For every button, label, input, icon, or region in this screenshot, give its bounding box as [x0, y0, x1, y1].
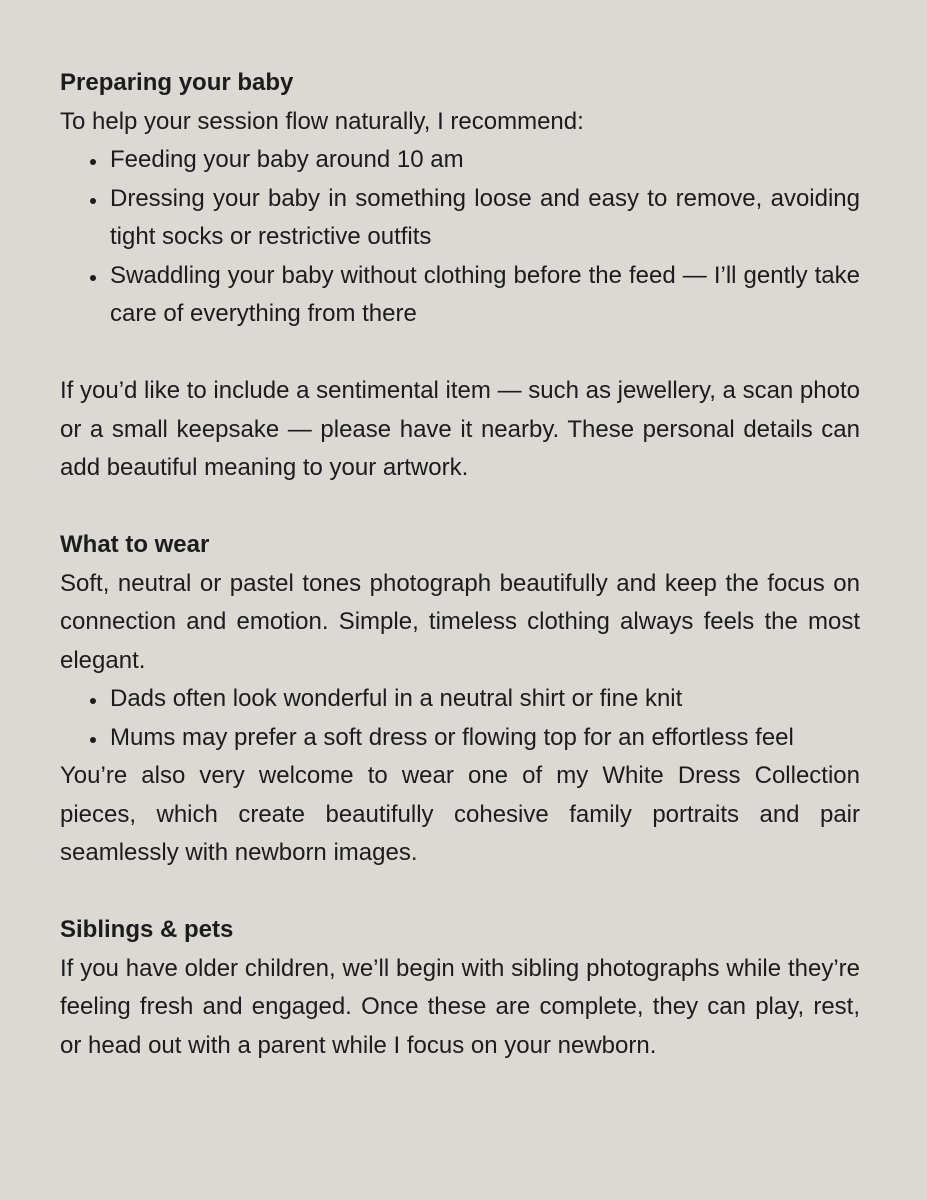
section-preparing-your-baby: [60, 64, 860, 488]
spacer: [60, 334, 860, 373]
white-dress-collection-paragraph: You’re also very welcome to wear one of my White Dress Collection pieces, which create beautifully cohesive family portraits and pair seamlessly with newborn images.: [60, 762, 860, 866]
document-page: [60, 0, 860, 1065]
list-item: • Swaddling your baby without clothing before the feed — I’ll gently take care of everything from there: [108, 257, 860, 334]
wardrobe-bullet-list: [60, 680, 860, 757]
list-item: • Dads often look wonderful in a neutral shirt or fine knit: [108, 680, 860, 719]
intro-paragraph: To help your session flow naturally, I recommend:: [60, 107, 584, 135]
spacer: [60, 488, 860, 527]
section-heading-preparing-your-baby: Preparing your baby: [60, 69, 294, 96]
spacer: [60, 873, 860, 912]
sentimental-item-paragraph: If you’d like to include a sentimental item — such as jewellery, a scan photo or a small keepsake — please have it nearby. These personal details can add beautiful meaning to your artwork.: [60, 377, 860, 481]
section-heading-what-to-wear: What to wear: [60, 531, 210, 558]
siblings-paragraph: If you have older children, we’ll begin with sibling photographs while they’re feeling fresh and engaged. Once these are complete, they can play, rest, or head out with a parent while I focus on your newborn.: [60, 954, 860, 1059]
list-item: • Mums may prefer a soft dress or flowing top for an effortless feel: [108, 719, 860, 758]
section-what-to-wear: [60, 526, 860, 873]
preparation-bullet-list: [60, 141, 860, 334]
list-item: • Feeding your baby around 10 am: [108, 141, 860, 180]
section-heading-siblings-and-pets: Siblings & pets: [60, 916, 234, 943]
list-item: • Dressing your baby in something loose and easy to remove, avoiding tight socks or restrictive outfits: [108, 180, 860, 257]
section-siblings-and-pets: [60, 911, 860, 1065]
intro-paragraph: Soft, neutral or pastel tones photograph beautifully and keep the focus on connection and emotion. Simple, timeless clothing always feels the most elegant.: [60, 569, 860, 674]
